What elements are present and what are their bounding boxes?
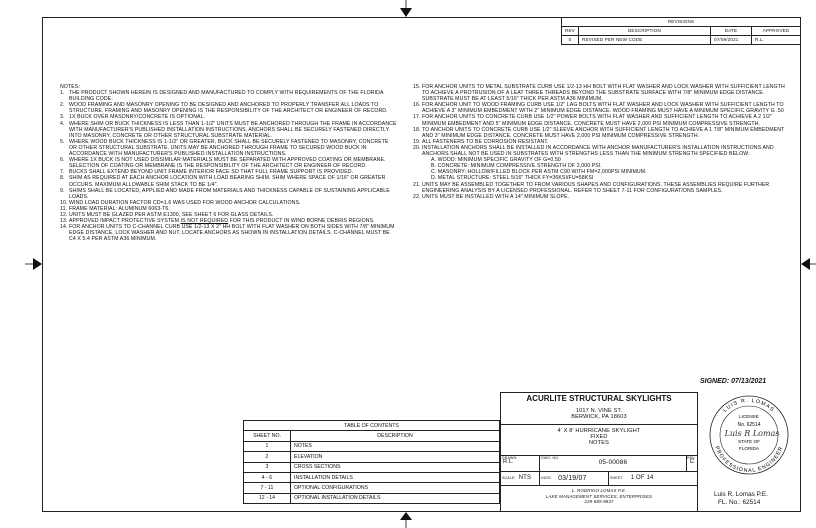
sheet-label: SHEET <box>610 475 623 480</box>
toc-row <box>244 462 500 472</box>
note-number: 19. <box>413 138 421 145</box>
note-text: FOR ANCHOR UNITS TO C-CHANNEL CURB USE 1/2-13 X 2" HH BOLT WITH FLAT WASHER ON BOTH SIDES WITH 7/8" MINIMUM EDGE DISTANCE, LOCK WASHER AND NUT. LOCATE ANCHORS AS SHOWN IN INSTALLATION DETAILS. C-CHANNEL MUST BE C4 X 5.4 PER ASTM A36 MINIMUM. <box>69 224 395 243</box>
company-address-1: 1017 N. VINE ST. <box>575 408 623 414</box>
note-number: 2. <box>60 102 65 109</box>
note-number: 9. <box>60 187 65 194</box>
toc-description: NOTES <box>291 441 500 451</box>
seal-bottom-text: PROFESSIONAL ENGINEER <box>713 445 785 475</box>
note-number: 22. <box>413 193 421 200</box>
note-text: APPROVED IMPACT PROTECTIVE SYSTEM IS NOT REQUIRED FOR THIS PRODUCT IN WIND BORNE DEBRIS REGIONS. <box>69 218 375 225</box>
engineer-signature-block <box>714 491 768 507</box>
description-col-header: DESCRIPTION <box>579 27 711 36</box>
product-line-1: 4' X 8' HURRICANE SKYLIGHT <box>557 428 641 434</box>
scale-label: SCALE: <box>502 475 516 480</box>
note-text: BUCKS SHALL EXTEND BEYOND UNIT FRAME INTERIOR FACE SO THAT FULL FRAME SUPPORT IS PROVIDED. <box>69 169 354 176</box>
rev-col-header: REV <box>562 27 579 36</box>
engineer-seal <box>700 393 798 477</box>
note-text: UNITS MUST BE INSTALLED WITH A 14" MINIMUM SLOPE. <box>422 193 570 200</box>
seal-signature: Luis R Lomas <box>724 429 780 438</box>
product-line-2: FIXED <box>590 434 608 440</box>
note-number: 21. <box>413 181 421 188</box>
toc-description: INSTALLATION DETAILS <box>291 472 500 482</box>
revision-approved: R.L. <box>752 36 801 45</box>
notes-heading: NOTES: <box>60 84 80 90</box>
note-text: WHERE SHIM OR BUCK THICKNESS IS LESS THAN 1-1/2" UNITS MUST BE ANCHORED THROUGH THE FRAME IN ACCORDANCE WITH MANUFACTURER'S PUBLISHED INSTALLATION INSTRUCTIONS. ANCHORS SHALL BE SECURELY FASTENED DIRECTLY INTO MASONRY, CONCRETE OR OTHER STRUCTURAL SUBSTRATE MATERIAL. <box>69 120 397 139</box>
note-text: SHIM AS REQUIRED AT EACH ANCHOR LOCATION WITH LOAD BEARING SHIM. SHIM WHERE SPACE OF 1/16" OR GREATER OCCURS. MAXIMUM ALLOWABLE SHIM STACK TO BE 1/4". <box>69 175 386 188</box>
engineer-line-2: LAKE MANAGEMENT SERVICES, ENTERPRISES <box>545 493 653 499</box>
toc-sheet-number: 4 - 6 <box>244 472 291 482</box>
toc-sheet-number: 7 - 11 <box>244 483 291 493</box>
note-text: INSTALLATION ANCHORS SHALL BE INSTALLED IN ACCORDANCE WITH ANCHOR MANUFACTURER'S INSTALLATION INSTRUCTIONS AND ANCHORS SHALL NOT BE USED IN SUBSTRATES WITH STRENGTHS LESS THAN THE MINIMUM STRENGTH SPECIFIED BELOW: <box>422 144 774 158</box>
toc-sheet-header: SHEET NO. <box>244 431 291 441</box>
engineer-name: Luis R. Lomas P.E. <box>714 491 768 498</box>
toc-title: TABLE OF CONTENTS <box>244 421 500 431</box>
note-text: B. CONCRETE: MINIMUM COMPRESSIVE STRENGTH OF 2,000 PSI. <box>431 163 602 170</box>
note-text: TO ANCHOR UNITS TO CONCRETE CURB USE 1/2" SLEEVE ANCHOR WITH SUFFICIENT LENGTH TO ACHIEVE A 1 7/8" MINIMUM EMBEDMENT AND 3" MINIMUM EDGE DISTANCE. CONCRETE MUST HAVE 2,000 PSI MINIMUM COMPRESSIVE STRENGTH. <box>422 126 785 139</box>
dwg-cell <box>539 455 687 472</box>
seal-license: LICENSE <box>739 414 759 419</box>
engineer-info <box>500 488 698 505</box>
toc-description: OPTIONAL INSTALLATION DETAILS <box>291 493 500 503</box>
revision-date: 07/09/2021 <box>711 36 752 45</box>
note-number: 10. <box>60 199 68 206</box>
revision-number: 0 <box>562 36 579 45</box>
note-number: 6. <box>60 157 65 164</box>
toc-row <box>244 472 500 482</box>
note-text: UNITS MUST BE GLAZED PER ASTM E1300, SEE SHEET 6 FOR GLASS DETAILS. <box>69 211 274 218</box>
note-item <box>60 90 398 102</box>
toc-description-header: DESCRIPTION <box>291 431 500 441</box>
signed-date: SIGNED: 07/13/2021 <box>700 378 767 385</box>
note-number: 5. <box>60 138 65 145</box>
date-label: DATE: <box>541 475 553 480</box>
note-number: 8. <box>60 175 65 182</box>
note-number: 12. <box>60 211 68 218</box>
note-item <box>413 127 791 139</box>
note-text: ALL FASTENERS TO BE CORROSION RESISTANT. <box>422 138 549 145</box>
drawn-cell <box>500 455 540 472</box>
note-text: FOR ANCHOR UNITS TO METAL SUBSTRATE CURB USE 1/2-13 HH BOLT WITH FLAT WASHER AND LOCK WASHER WITH SUFFICIENT LENGTH TO ACHIEVE A PROTRUSION OF A LEAT THREE THREADS BEYOND THE SUBSTRATE SURFACE WITH 7/8" MINIMUM EDGE DISTANCE. SUBSTRATE MUST BE AT LEAST 5/16" THICK PER ASTM A36 MINIMUM. <box>422 84 785 103</box>
note-item <box>413 145 791 157</box>
approved-col-header: APPROVED <box>752 27 801 36</box>
sheet-cell <box>608 471 698 486</box>
engineer-line-3: 239-689-8837 <box>584 499 614 504</box>
note-text: A. WOOD: MINIMUM SPECIFIC GRAVITY OF G=0.50 <box>431 157 561 164</box>
top-center-arrow <box>400 8 412 17</box>
note-text: WHERE 1X BUCK IS NOT USED DISSIMILAR MATERIALS MUST BE SEPARATED WITH APPROVED COATING OR MEMBRANE. SELECTION OF COATING OR MEMBRANE IS THE RESPONSIBILITY OF THE ARCHITECT OR ENGINEER OF RECORD. <box>69 157 386 170</box>
scale-value: NTS <box>518 474 532 481</box>
note-number: 20. <box>413 144 421 151</box>
dwg-label: DWG. NO. <box>541 456 560 460</box>
note-number: 15. <box>413 84 421 90</box>
note-number: 3. <box>60 114 65 121</box>
drawn-label: DRAWN: <box>502 456 518 460</box>
drawn-value: R.L. <box>503 459 514 465</box>
toc-row <box>244 441 500 451</box>
toc-sheet-number: 1 <box>244 441 291 451</box>
note-number: 1. <box>60 90 65 97</box>
note-text: D. METAL STRUCTURE: STEEL 5/16" THICK FY=36KSI/FU=58KSI <box>431 175 594 182</box>
note-number: 17. <box>413 114 421 121</box>
rev-value: C <box>689 459 695 465</box>
note-item <box>413 182 791 194</box>
note-text: WIND LOAD DURATION FACTOR CD=1.6 WAS USED FOR WOOD ANCHOR CALCULATIONS. <box>69 199 301 206</box>
note-text: WOOD FRAMING AND MASONRY OPENING TO BE DESIGNED AND ANCHORED TO PROPERLY TRANSFER ALL LOADS TO STRUCTURE. FRAMING AND MASONRY OPENING IS THE RESPONSIBILITY OF THE ARCHITECT OR ENGINEER OF RECORD. <box>69 102 388 115</box>
note-item <box>60 139 398 157</box>
left-center-arrow <box>33 258 42 270</box>
notes-left-column <box>60 84 398 242</box>
notes-right-column <box>413 84 791 200</box>
seal-state-of: STATE OF <box>738 439 760 444</box>
revisions-table <box>561 17 801 45</box>
note-text: THE PRODUCT SHOWN HEREIN IS DESIGNED AND MANUFACTURED TO COMPLY WITH REQUIREMENTS OF THE FLORIDA BUILDING CODE. <box>69 90 384 103</box>
toc-sheet-number: 12 - 14 <box>244 493 291 503</box>
note-number: 4. <box>60 120 65 127</box>
date-col-header: DATE <box>711 27 752 36</box>
note-number: 14. <box>60 224 68 231</box>
notes-left-list <box>60 90 398 242</box>
right-center-arrow <box>801 258 810 270</box>
engineer-license: FL. No.: 62514 <box>718 499 761 506</box>
date-value: 03/19/07 <box>558 474 587 482</box>
revisions-title: REVISIONS <box>562 18 801 27</box>
note-number: 11. <box>60 205 68 212</box>
scale-cell <box>500 471 540 486</box>
seal-number: No. 62514 <box>737 422 761 428</box>
revision-description: REVISED PER NEW CODE <box>579 36 711 45</box>
toc-description: OPTIONAL CONFIGURATIONS <box>291 483 500 493</box>
dwg-number: 05-00086 <box>598 459 628 466</box>
note-number: 13. <box>60 218 68 225</box>
note-item <box>60 188 398 200</box>
note-item <box>60 224 398 242</box>
seal-top-text: LUIS R. LOMAS <box>722 397 776 414</box>
note-number: 16. <box>413 102 421 109</box>
toc-description: ELEVATION <box>291 452 500 462</box>
note-item <box>60 175 398 187</box>
note-item <box>413 84 791 102</box>
toc-description: CROSS SECTIONS <box>291 462 500 472</box>
note-text: 1X BUCK OVER MASONRY/CONCRETE IS OPTIONAL. <box>69 114 206 121</box>
note-number: 7. <box>60 169 65 176</box>
sheet-value: 1 OF 14 <box>630 474 654 481</box>
note-text: FOR ANCHOR UNIT TO WOOD FRAMING CURB USE 1/2" LAG BOLTS WITH FLAT WASHER AND LOCK WASHER WITH SUFFICIENT LENGTH TO ACHIEVE A 3" MINIMUM EMBEDMENT WITH 2" MINIMUM EDGE DISTANCE. WOOD FRAMING MUST HAVE A MINIMUM SPECIFIC GRAVITY G .50 <box>422 102 784 115</box>
table-of-contents <box>243 420 500 504</box>
notes-right-list <box>413 84 791 200</box>
toc-sheet-number: 2 <box>244 452 291 462</box>
toc-row <box>244 452 500 462</box>
note-text: SHIMS SHALL BE LOCATED, APPLIED AND MADE FROM MATERIALS AND THICKNESS CAPABLE OF SUSTAINING APPLICABLE LOADS. <box>69 187 390 200</box>
note-item <box>60 121 398 139</box>
rev-label: REV <box>687 456 695 460</box>
company-address-2: BERWICK, PA 18603 <box>571 414 627 420</box>
toc-sheet-number: 3 <box>244 462 291 472</box>
title-divider-1 <box>500 424 698 425</box>
engineer-line-1: L. RODRIGO LOMAS P.E. <box>571 488 627 493</box>
note-text: FOR ANCHOR UNITS TO CONCRETE CURB USE 1/2" POWER BOLTS WITH FLAT WASHER AND SUFFICIENT LENGTH TO ACHIEVE A 2 1/2" MINIMUM EMBEDMENT AND 5" MINIMUM EDGE DISTANCE. CONCRETE MUST HAVE 2,000 PSI MINIMUM COMPRESSIVE STRENGTH. <box>422 114 773 127</box>
note-text: C. MASONRY: HOLLOW/FILLED BLOCK PER ASTM C90 WITH FM=2,000PSI MINIMUM. <box>431 169 647 176</box>
seal-state-name: FLORIDA <box>739 446 759 451</box>
note-item <box>60 102 398 114</box>
note-text: UNITS MAY BE ASSEMBLED TOGETHER TO FROM VARIOUS SHAPES AND CONFIGURATIONS. THESE ASSEMBLIES REQUIRE FURTHER ENGINEERING ANALYSIS BY A LICENSED PROFESSIONAL. REFER TO SHEET 7-11 FOR CONFIGURATIONS SAMPLES. <box>422 181 770 194</box>
product-line-3: NOTES <box>588 440 610 446</box>
note-item <box>413 102 791 114</box>
note-number: 18. <box>413 126 421 133</box>
note-text: FRAME MATERIAL: ALUMINUM 6063-T6. <box>69 205 170 212</box>
note-text: WHERE WOOD BUCK THICKNESS IS 1-1/2" OR GREATER, BUCK SHALL BE SECURELY FASTENED TO MASONRY, CONCRETE OR OTHER STRUCTURAL SUBSTRATE. UNITS MAY BE ANCHORED THROUGH FRAME TO SECURED WOOD BUCK IN ACCORDANCE WITH MANUFACTURER'S PUBLISHED INSTALLATION INSTRUCTIONS. <box>69 138 389 158</box>
note-item <box>413 114 791 126</box>
note-item <box>60 157 398 169</box>
toc-row <box>244 483 500 493</box>
note-item <box>413 194 791 200</box>
company-name: ACURLITE STRUCTURAL SKYLIGHTS <box>526 394 672 403</box>
bottom-center-arrow <box>400 512 412 520</box>
toc-row <box>244 493 500 503</box>
rev-cell <box>686 455 698 472</box>
date-cell <box>539 471 609 486</box>
